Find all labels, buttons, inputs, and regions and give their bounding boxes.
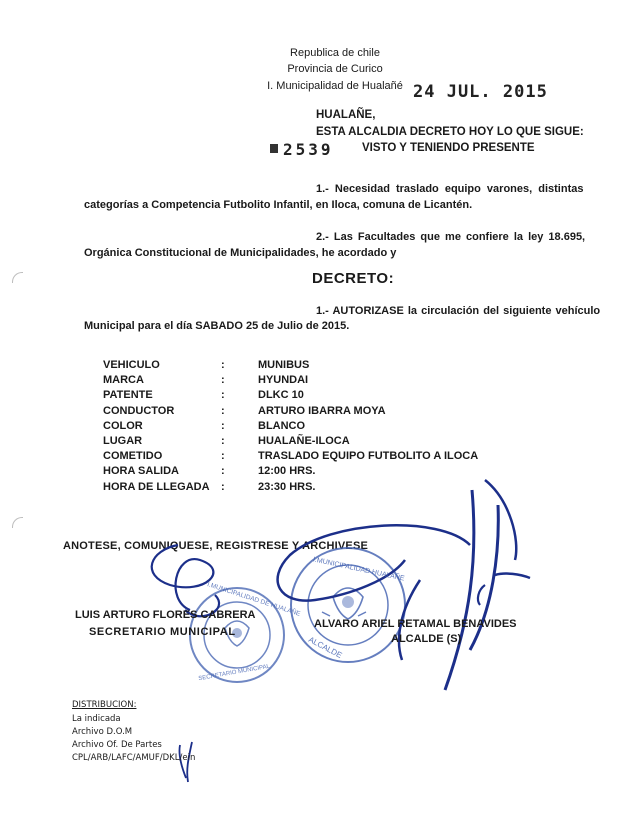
consideration-2-line-1: 2.- Las Facultades que me confiere la ley 18.695, — [316, 231, 586, 243]
header-line-3: I. Municipalidad de Hualañé — [267, 80, 403, 92]
mayor-title: ALCALDE (S) — [391, 633, 462, 645]
vehicle-field-value: DLKC 10 — [258, 389, 304, 402]
vehicle-field-separator: : — [221, 450, 225, 463]
left-stamp-bottom-text: SECRETARIO MUNICIPAL — [198, 663, 271, 683]
vehicle-field-separator: : — [221, 374, 225, 387]
punch-hole-mark-top — [12, 272, 23, 283]
vehicle-field-label: VEHICULO — [103, 359, 160, 371]
right-signature-stroke-6 — [478, 585, 485, 605]
vehicle-field-separator: : — [221, 465, 225, 478]
right-stamp-bottom-text: ALCALDE — [307, 634, 344, 661]
vehicle-field-separator: : — [221, 359, 225, 371]
distribution-item: Archivo Of. De Partes — [72, 740, 162, 750]
vehicle-field-separator: : — [221, 419, 225, 432]
vehicle-field-label: HORA SALIDA — [103, 465, 179, 478]
vehicle-field-label: CONDUCTOR — [103, 404, 175, 417]
secretary-title: SECRETARIO MUNICIPAL — [89, 626, 236, 638]
right-signature-stroke-2 — [485, 480, 516, 560]
consideration-1-line-1: 1.- Necesidad traslado equipo varones, distintas — [316, 183, 584, 195]
vehicle-field-separator: : — [221, 480, 225, 493]
decree-statement: ESTA ALCALDIA DECRETO HOY LO QUE SIGUE: — [316, 126, 584, 138]
header-line-2: Provincia de Curico — [287, 63, 383, 75]
right-signature-stroke-5 — [495, 574, 530, 578]
mayor-name: ALVARO ARIEL RETAMAL BENAVIDES — [314, 618, 517, 630]
vehicle-field-value: 23:30 HRS. — [258, 480, 316, 493]
vehicle-field-value: HYUNDAI — [258, 374, 309, 387]
decree-number-marker — [270, 144, 278, 153]
visto-label: VISTO Y TENIENDO PRESENTE — [362, 142, 535, 154]
vehicle-field-separator: : — [221, 389, 225, 402]
vehicle-field-separator: : — [221, 435, 225, 447]
vehicle-field-label: PATENTE — [103, 389, 153, 402]
consideration-1-line-2: categorías a Competencia Futbolito Infantil, en Iloca, comuna de Licantén. — [84, 199, 473, 211]
header-line-1: Republica de chile — [290, 47, 380, 59]
distribution-item: CPL/ARB/LAFC/AMUF/DKL/ein — [72, 753, 196, 763]
vehicle-field-separator: : — [221, 404, 225, 417]
right-signature-stroke-1 — [445, 490, 474, 690]
place-label: HUALAÑE, — [316, 109, 376, 121]
secretary-name: LUIS ARTURO FLORES CABRERA — [75, 609, 256, 621]
punch-hole-mark-bottom — [12, 517, 23, 528]
vehicle-field-label: MARCA — [103, 374, 144, 387]
vehicle-field-label: HORA DE LLEGADA — [103, 480, 210, 493]
vehicle-field-value: MUNIBUS — [258, 359, 310, 371]
vehicle-field-value: ARTURO IBARRA MOYA — [258, 404, 386, 417]
vehicle-field-label: COLOR — [103, 419, 143, 432]
closing-statement: ANOTESE, COMUNIQUESE, REGISTRESE Y ARCHIVESE — [63, 540, 369, 552]
right-stamp-text: I.MUNICIPALIDAD HUALAÑE — [312, 556, 405, 583]
vehicle-field-value: BLANCO — [258, 419, 306, 432]
decreto-line-2: Municipal para el día SABADO 25 de Julio de 2015. — [84, 320, 350, 332]
decreto-title: DECRETO: — [312, 270, 395, 287]
distribution-item: Archivo D.O.M — [72, 727, 133, 737]
left-stamp-text: I.MUNICIPALIDAD DE HUALAÑE — [206, 581, 302, 618]
decree-number: 2539 — [283, 140, 334, 159]
vehicle-field-value: HUALAÑE-ILOCA — [258, 435, 350, 447]
vehicle-field-label: COMETIDO — [103, 450, 163, 463]
distribution-item: La indicada — [72, 714, 121, 724]
vehicle-field-value: 12:00 HRS. — [258, 465, 316, 478]
distribution-title: DISTRIBUCION: — [72, 700, 137, 710]
consideration-2-line-2: Orgánica Constitucional de Municipalidades, he acordado y — [84, 247, 397, 259]
vehicle-field-value: TRASLADO EQUIPO FUTBOLITO A ILOCA — [258, 450, 479, 463]
decreto-line-1: 1.- AUTORIZASE la circulación del siguiente vehículo — [316, 305, 601, 317]
date-stamp: 24 JUL. 2015 — [413, 82, 548, 102]
vehicle-field-label: LUGAR — [103, 435, 143, 447]
right-signature-loop — [278, 525, 470, 600]
